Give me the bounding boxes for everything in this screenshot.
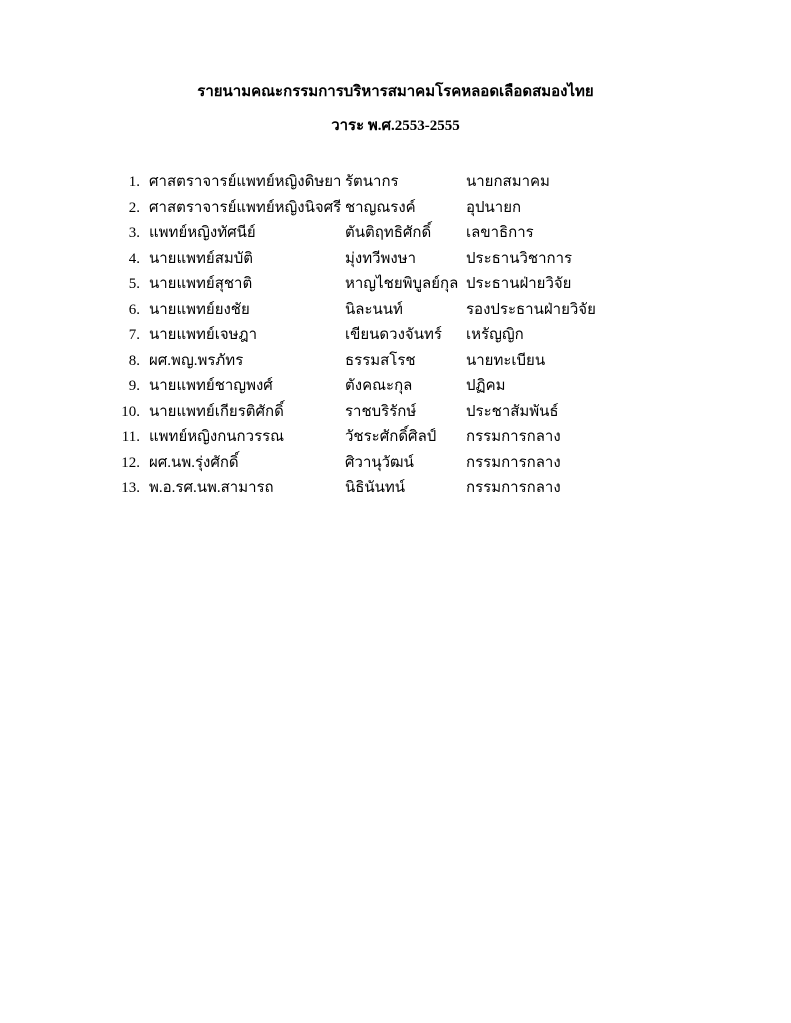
list-item (108, 196, 731, 222)
item-name: แพทย์หญิงทัศนีย์ (149, 225, 256, 241)
item-name: นายแพทย์เกียรติศักดิ์ (149, 403, 284, 420)
list-item (108, 374, 731, 400)
item-role: ประธานฝ่ายวิจัย (466, 276, 572, 292)
item-number: 13. (121, 480, 140, 496)
item-surname: ตังคณะกุล (345, 378, 413, 394)
item-surname: มุ่งทวีพงษา (345, 250, 417, 267)
page-title: รายนามคณะกรรมการบริหารสมาคมโรคหลอดเลือดสมองไทย (197, 84, 594, 100)
item-surname: ตันติฤทธิศักดิ์ (345, 225, 432, 241)
item-role: นายกสมาคม (466, 174, 550, 190)
item-role: กรรมการกลาง (466, 429, 561, 445)
item-number: 4. (128, 250, 140, 267)
item-number: 1. (128, 174, 140, 190)
item-name: แพทย์หญิงกนกวรรณ (149, 429, 285, 445)
item-role: ประชาสัมพันธ์ (466, 403, 559, 420)
item-role: รองประธานฝ่ายวิจัย (466, 301, 596, 318)
list-item (108, 425, 731, 451)
item-surname: ชาญณรงค์ (345, 199, 416, 216)
item-surname: นิละนนท์ (345, 301, 403, 318)
item-number: 3. (128, 225, 140, 241)
item-surname: นิธินันทน์ (345, 480, 406, 496)
item-number: 2. (128, 199, 140, 216)
item-role: เลขาธิการ (466, 225, 534, 241)
item-role: กรรมการกลาง (466, 480, 561, 496)
item-name: ผศ.นพ.รุ่งศักดิ์ (149, 454, 239, 471)
list-item (108, 221, 731, 247)
list-item (108, 476, 731, 502)
item-number: 11. (121, 429, 140, 445)
item-role: ประธานวิชาการ (466, 250, 573, 267)
item-number: 6. (128, 301, 140, 318)
list-item (108, 170, 731, 196)
item-name: ผศ.พญ.พรภัทร (149, 352, 244, 369)
list-item (108, 349, 731, 375)
item-role: อุปนายก (466, 199, 522, 216)
item-name: พ.อ.รศ.นพ.สามารถ (149, 480, 274, 496)
item-surname: หาญไชยพิบูลย์กุล (345, 276, 459, 292)
item-name: นายแพทย์เจษฎา (149, 327, 257, 343)
item-surname: ธรรมสโรช (345, 352, 416, 369)
item-role: นายทะเบียน (466, 352, 546, 369)
list-item (108, 323, 731, 349)
item-number: 5. (128, 276, 140, 292)
item-number: 8. (128, 352, 140, 369)
item-name: ศาสตราจารย์แพทย์หญิงนิจศรี (149, 199, 342, 216)
list-item (108, 298, 731, 324)
item-name: นายแพทย์ยงชัย (149, 301, 250, 318)
item-name: นายแพทย์ชาญพงศ์ (149, 378, 273, 394)
page-subtitle: วาระ พ.ศ.2553-2555 (331, 118, 460, 134)
item-number: 10. (121, 403, 140, 420)
item-number: 9. (128, 378, 140, 394)
item-name: นายแพทย์สมบัติ (149, 250, 254, 267)
item-surname: รัตนากร (345, 174, 399, 190)
list-item (108, 451, 731, 477)
list-item (108, 400, 731, 426)
committee-roster (108, 170, 731, 502)
item-role: กรรมการกลาง (466, 454, 561, 471)
item-name: ศาสตราจารย์แพทย์หญิงดิษยา (149, 174, 342, 190)
item-surname: ศิวานุวัฒน์ (345, 454, 414, 471)
list-item (108, 247, 731, 273)
item-role: เหรัญญิก (466, 327, 524, 343)
item-surname: เขียนดวงจันทร์ (345, 327, 442, 343)
item-number: 7. (128, 327, 140, 343)
item-role: ปฏิคม (466, 378, 506, 394)
item-surname: วัชระศักดิ์ศิลป์ (345, 429, 437, 445)
item-surname: ราชบริรักษ์ (345, 403, 417, 420)
item-name: นายแพทย์สุชาติ (149, 276, 253, 292)
item-number: 12. (121, 454, 140, 471)
list-item (108, 272, 731, 298)
